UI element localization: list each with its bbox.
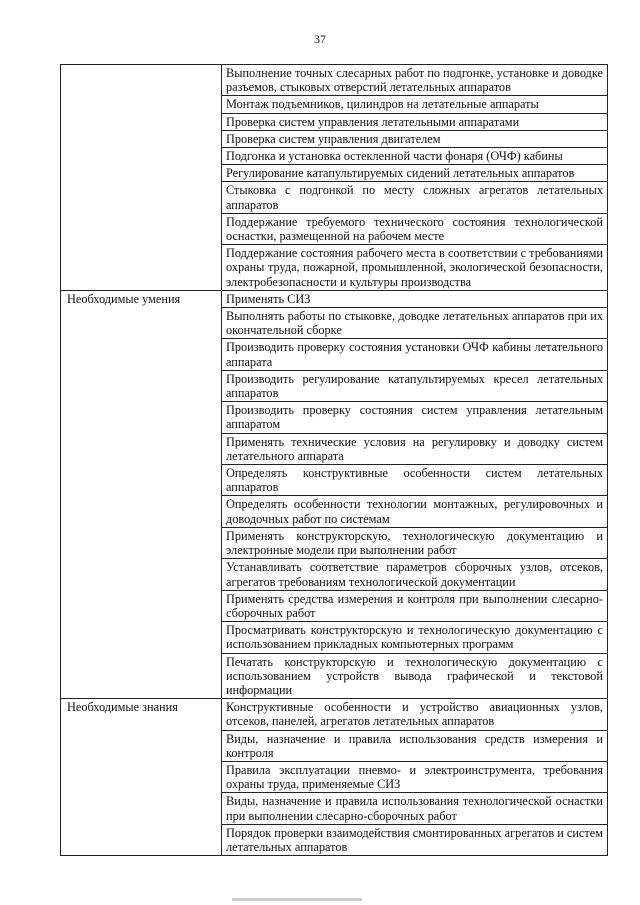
table-row xyxy=(61,290,608,307)
requirement-cell: Определять особенности технологии монтажных, регулировочных и доводочных работ по системам xyxy=(222,496,608,527)
table-row xyxy=(61,65,608,96)
requirement-cell: Применять средства измерения и контроля при выполнении слесарно-сборочных работ xyxy=(222,590,608,621)
requirement-cell: Поддержание требуемого технического состояния технологической оснастки, размещенной на рабочем месте xyxy=(222,213,608,244)
requirement-cell: Просматривать конструкторскую и технологическую документацию с использованием прикладных компьютерных программ xyxy=(222,622,608,653)
scan-artifact xyxy=(232,898,362,901)
requirement-cell: Проверка систем управления летательными аппаратами xyxy=(222,113,608,130)
requirement-cell: Применять технические условия на регулировку и доводку систем летательного аппарата xyxy=(222,433,608,464)
requirement-cell: Поддержание состояния рабочего места в соответствии с требованиями охраны труда, пожарной, промышленной, экологической безопасности, электробезопасности и культуры производства xyxy=(222,245,608,291)
requirement-cell: Стыковка с подгонкой по месту сложных агрегатов летательных аппаратов xyxy=(222,182,608,213)
table-row xyxy=(61,699,608,730)
requirement-cell: Устанавливать соответствие параметров сборочных узлов, отсеков, агрегатов требованиям технологической документации xyxy=(222,559,608,590)
requirement-cell: Определять конструктивные особенности систем летательных аппаратов xyxy=(222,465,608,496)
page-number: 37 xyxy=(314,32,326,46)
requirement-cell: Подгонка и установка остекленной части фонаря (ОЧФ) кабины xyxy=(222,148,608,165)
requirement-cell: Применять конструкторскую, технологическую документацию и электронные модели при выполнении работ xyxy=(222,527,608,558)
requirement-cell: Производить проверку состояния систем управления летательным аппаратом xyxy=(222,402,608,433)
requirements-table-body xyxy=(61,65,608,856)
category-cell: Необходимые знания xyxy=(61,699,222,856)
requirement-cell: Выполнение точных слесарных работ по подгонке, установке и доводке разъемов, стыковых отверстий летательных аппаратов xyxy=(222,65,608,96)
category-cell: Необходимые умения xyxy=(61,290,222,698)
requirement-cell: Порядок проверки взаимодействия смонтированных агрегатов и систем летательных аппаратов xyxy=(222,824,608,855)
category-cell xyxy=(61,65,222,291)
requirement-cell: Виды, назначение и правила использования средств измерения и контроля xyxy=(222,730,608,761)
requirement-cell: Регулирование катапультируемых сидений летательных аппаратов xyxy=(222,165,608,182)
requirements-table xyxy=(60,64,608,856)
requirement-cell: Производить регулирование катапультируемых кресел летательных аппаратов xyxy=(222,370,608,401)
requirement-cell: Выполнять работы по стыковке, доводке летательных аппаратов при их окончательной сборке xyxy=(222,308,608,339)
requirement-cell: Печатать конструкторскую и технологическую документацию с использованием устройств вывода графической и текстовой информации xyxy=(222,653,608,699)
requirement-cell: Применять СИЗ xyxy=(222,290,608,307)
requirement-cell: Монтаж подъемников, цилиндров на летательные аппараты xyxy=(222,96,608,113)
requirement-cell: Проверка систем управления двигателем xyxy=(222,130,608,147)
requirement-cell: Производить проверку состояния установки ОЧФ кабины летательного аппарата xyxy=(222,339,608,370)
requirement-cell: Правила эксплуатации пневмо- и электроинструмента, требования охраны труда, применяемые СИЗ xyxy=(222,761,608,792)
requirement-cell: Виды, назначение и правила использования технологической оснастки при выполнении слесарно-сборочных работ xyxy=(222,793,608,824)
requirement-cell: Конструктивные особенности и устройство авиационных узлов, отсеков, панелей, агрегатов летательных аппаратов xyxy=(222,699,608,730)
